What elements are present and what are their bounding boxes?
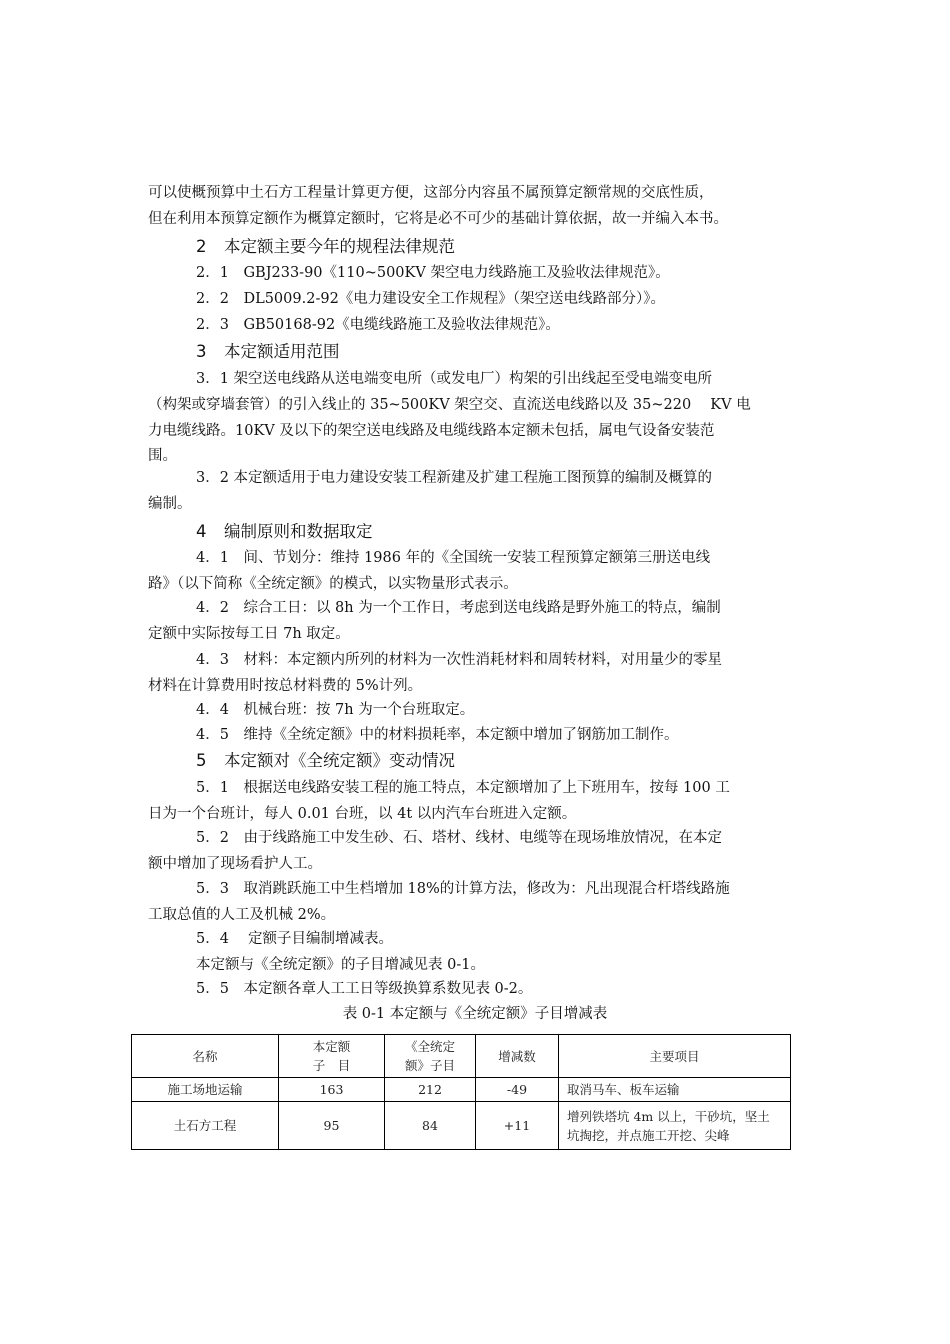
table-header-row	[132, 1035, 791, 1078]
cell-unified: 212	[385, 1078, 476, 1102]
text-line: （构架或穿墙套管）的引入线止的 35~500KV 架空交、直流送电线路以及 35~220 KV 电	[148, 397, 751, 413]
text-line: 3．1 架空送电线路从送电端变电所（或发电厂）构架的引出线起至受电端变电所	[196, 371, 713, 387]
text-line: 额中增加了现场看护人工。	[148, 856, 322, 872]
text-line: 本定额与《全统定额》的子目增减见表 0-1。	[196, 957, 485, 973]
cell-items: 增列铁塔坑 4m 以上，干砂坑，坚土 坑掏挖，并点施工开挖、尖峰	[559, 1102, 791, 1150]
section-heading: 5 本定额对《全统定额》变动情况	[196, 751, 455, 770]
table-row	[132, 1102, 791, 1150]
cell-name: 施工场地运输	[132, 1078, 279, 1102]
text-line: 但在利用本预算定额作为概算定额时，它将是必不可少的基础计算依据，故一并编入本书。	[148, 211, 728, 227]
text-line: 5．2 由于线路施工中发生砂、石、塔材、线材、电缆等在现场堆放情况，在本定	[196, 830, 722, 846]
section-heading: 4 编制原则和数据取定	[196, 522, 373, 541]
increase-decrease-table	[131, 1034, 791, 1150]
text-line: 5．4 定额子目编制增减表。	[196, 931, 394, 947]
col-header-change: 增减数	[476, 1035, 559, 1078]
table-caption: 表 0-1 本定额与《全统定额》子目增减表	[342, 1006, 608, 1022]
col-header-quota: 本定额 子 目	[279, 1035, 385, 1078]
text-line: 4．2 综合工日：以 8h 为一个工作日，考虑到送电线路是野外施工的特点，编制	[196, 600, 721, 616]
col-header-name: 名称	[132, 1035, 279, 1078]
text-line: 2．3 GB50168-92《电缆线路施工及验收法律规范》。	[196, 317, 560, 333]
text-line: 4．4 机械台班：按 7h 为一个台班取定。	[196, 702, 475, 718]
text-line: 材料在计算费用时按总材料费的 5%计列。	[148, 678, 423, 694]
cell-unified: 84	[385, 1102, 476, 1150]
text-line: 4．5 维持《全统定额》中的材料损耗率，本定额中增加了钢筋加工制作。	[196, 727, 679, 743]
text-line: 工取总值的人工及机械 2%。	[148, 907, 336, 923]
col-header-items: 主要项目	[559, 1035, 791, 1078]
text-line: 3．2 本定额适用于电力建设安装工程新建及扩建工程施工图预算的编制及概算的	[196, 470, 713, 486]
section-heading: 2 本定额主要今年的规程法律规范	[196, 237, 455, 256]
text-line: 力电缆线路。10KV 及以下的架空送电线路及电缆线路本定额未包括，属电气设备安装范	[148, 423, 715, 439]
text-line: 日为一个台班计，每人 0.01 台班，以 4t 以内汽车台班进入定额。	[148, 806, 577, 822]
text-line: 路》（以下简称《全统定额》的模式，以实物量形式表示。	[148, 576, 518, 592]
text-line: 5．1 根据送电线路安装工程的施工特点，本定额增加了上下班用车，按每 100 工	[196, 780, 730, 796]
text-line: 2．1 GBJ233-90《110~500KV 架空电力线路施工及验收法律规范》。	[196, 265, 670, 281]
cell-name: 土石方工程	[132, 1102, 279, 1150]
cell-change: +11	[476, 1102, 559, 1150]
text-line: 5．3 取消跳跃施工中生档增加 18%的计算方法，修改为：凡出现混合杆塔线路施	[196, 881, 730, 897]
cell-items: 取消马车、板车运输	[559, 1078, 791, 1102]
text-line: 编制。	[148, 496, 192, 512]
col-header-unified: 《全统定 额》子目	[385, 1035, 476, 1078]
text-line: 4．1 间、节划分：维持 1986 年的《全国统一安装工程预算定额第三册送电线	[196, 550, 711, 566]
text-line: 定额中实际按每工日 7h 取定。	[148, 626, 350, 642]
text-line: 4．3 材料：本定额内所列的材料为一次性消耗材料和周转材料，对用量少的零星	[196, 652, 722, 668]
text-line: 2．2 DL5009.2-92《电力建设安全工作规程》（架空送电线路部分）》。	[196, 291, 666, 307]
table-row	[132, 1078, 791, 1102]
text-line: 5．5 本定额各章人工工日等级换算系数见表 0-2。	[196, 981, 533, 997]
cell-change: -49	[476, 1078, 559, 1102]
cell-quota: 163	[279, 1078, 385, 1102]
section-heading: 3 本定额适用范围	[196, 342, 340, 361]
cell-quota: 95	[279, 1102, 385, 1150]
text-line: 围。	[148, 448, 177, 464]
text-line: 可以使概预算中土石方工程量计算更方便，这部分内容虽不属预算定额常规的交底性质，	[148, 185, 714, 201]
